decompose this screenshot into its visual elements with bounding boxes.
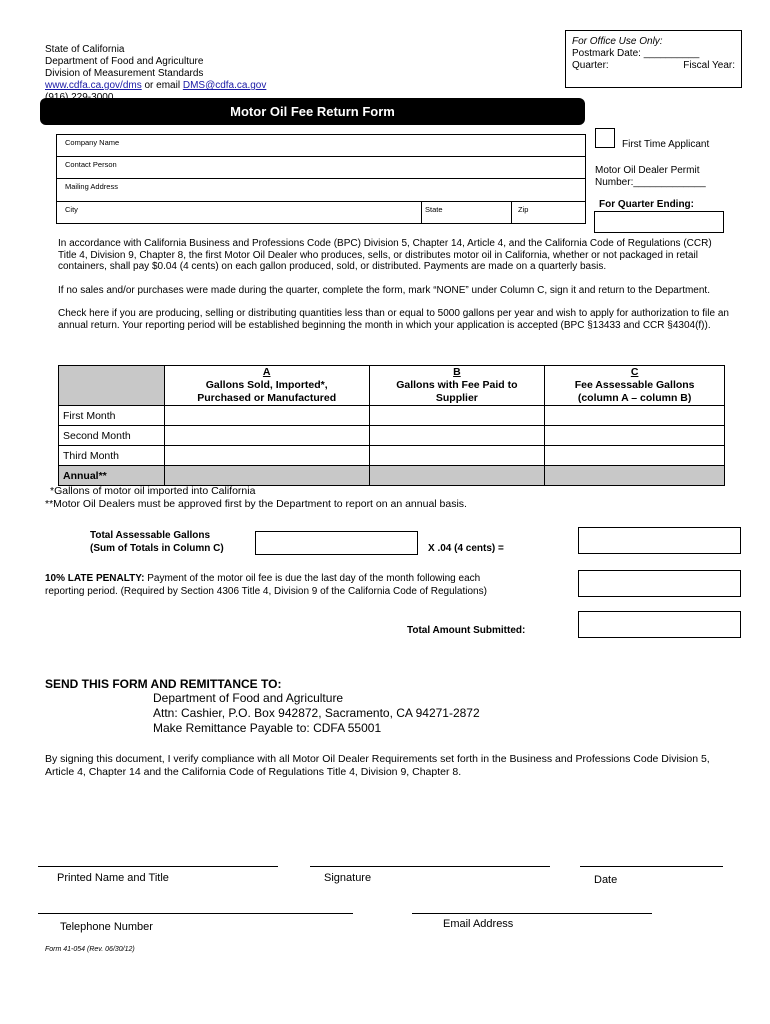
fiscal-year-label: Fiscal Year:	[683, 60, 735, 71]
annual-return-paragraph: Check here if you are producing, selling or distributing quantities less than or equal to 5000 gallons per year and wish to apply for authorization to file an annual return. Your reporting period will be established beginning the month in which your application is accepted (BPC §13433 and CCR §4304(f)).	[58, 308, 729, 331]
email-link[interactable]: DMS@cdfa.ca.gov	[182, 80, 267, 91]
total-submitted-field[interactable]	[578, 611, 741, 638]
footnote-imported: *Gallons of motor oil imported into California	[50, 485, 256, 497]
column-c-letter: C	[630, 366, 639, 378]
column-a-title-1: Gallons Sold, Imported*,	[205, 379, 328, 391]
multiplier-label: X .04 (4 cents) =	[428, 543, 504, 554]
agency-header	[45, 44, 266, 104]
division-label: Division of Measurement Standards	[45, 68, 204, 79]
zip-field[interactable]	[512, 202, 586, 224]
form-number: Form 41-054 (Rev. 06/30/12)	[45, 946, 135, 953]
row-label-annual: Annual**	[59, 466, 165, 486]
late-penalty-text-2: reporting period. (Required by Section 4306 Title 4, Division 9 of the California Code of Regulations)	[45, 586, 487, 597]
no-sales-paragraph: If no sales and/or purchases were made during the quarter, complete the form, mark “NONE” under Column C, sign it and return to the Department.	[58, 285, 710, 296]
signature-line[interactable]	[310, 866, 550, 867]
total-assessable-field[interactable]	[255, 531, 418, 555]
mailing-address-field[interactable]	[57, 179, 585, 202]
quarter-ending-field[interactable]	[594, 211, 724, 233]
telephone-label: Telephone Number	[60, 921, 153, 933]
permit-number-label-2: Number:_____________	[595, 177, 706, 188]
state-label: State	[425, 205, 443, 214]
fee-paragraph: In accordance with California Business and Professions Code (BPC) Division 5, Chapter 14, Article 4, and the California Code of Regulations (CCR) Title 4, Division 9, Chapter 8, the first Motor Oil Dealer who produces, sells, or distributes motor oil in California, whether or not packaged in retail containers, shall pay $0.04 (4 cents) on each gallon produced, sold, or distributed. Payments are made on a quarterly basis.	[58, 238, 712, 272]
cell-input[interactable]	[545, 426, 725, 446]
website-link[interactable]: www.cdfa.ca.gov/dms	[45, 80, 142, 91]
column-b-header	[369, 366, 545, 406]
mailing-attn: Attn: Cashier, P.O. Box 942872, Sacramento, CA 94271-2872	[153, 706, 480, 720]
printed-name-line[interactable]	[38, 866, 278, 867]
office-use-box	[565, 30, 742, 88]
late-penalty-text	[45, 573, 565, 585]
quarter-label: Quarter:	[572, 60, 609, 71]
company-name-label: Company Name	[65, 138, 120, 147]
gallons-table	[58, 365, 725, 486]
state-label: State of California	[45, 44, 125, 55]
column-a-header	[164, 366, 369, 406]
cell-input[interactable]	[369, 406, 545, 426]
late-penalty-field[interactable]	[578, 570, 741, 597]
column-b-title-1: Gallons with Fee Paid to	[396, 379, 518, 391]
late-penalty-body: Payment of the motor oil fee is due the last day of the month following each	[144, 573, 481, 584]
mailing-department: Department of Food and Agriculture	[153, 691, 344, 705]
first-time-applicant-checkbox[interactable]	[595, 128, 615, 148]
column-c-header	[545, 366, 725, 406]
cell-input[interactable]	[369, 466, 545, 486]
table-corner	[59, 366, 165, 406]
column-b-title-2: Supplier	[435, 392, 478, 404]
signature-label: Signature	[324, 872, 372, 884]
certification-text: By signing this document, I verify compliance with all Motor Oil Dealer Requirements set forth in the Business and Professions Code Division 5, Article 4, Chapter 14 and the California Code of Regulations Title 4, Division 9, Chapter 8.	[45, 753, 710, 778]
cell-input[interactable]	[164, 426, 369, 446]
date-label: Date	[594, 874, 618, 886]
first-time-applicant-label: First Time Applicant	[622, 139, 710, 150]
column-a-letter: A	[262, 366, 271, 378]
row-label-first-month: First Month	[59, 406, 165, 426]
quarter-row	[572, 60, 735, 72]
company-name-field[interactable]	[57, 135, 585, 157]
column-c-title-2: (column A – column B)	[577, 392, 692, 404]
zip-label: Zip	[518, 205, 529, 214]
mailing-info	[153, 691, 480, 736]
cell-input[interactable]	[164, 446, 369, 466]
state-field[interactable]	[422, 202, 512, 224]
date-line[interactable]	[580, 866, 723, 867]
contact-person-label: Contact Person	[65, 160, 117, 169]
total-assessable-label-2: (Sum of Totals in Column C)	[90, 543, 224, 554]
fee-amount-field[interactable]	[578, 527, 741, 554]
late-penalty-label: 10% LATE PENALTY:	[45, 573, 145, 584]
table-row	[59, 406, 725, 426]
cell-input[interactable]	[369, 446, 545, 466]
cell-input[interactable]	[164, 406, 369, 426]
department-label: Department of Food and Agriculture	[45, 56, 204, 67]
table-row	[59, 446, 725, 466]
mailing-address-label: Mailing Address	[65, 182, 118, 191]
table-row	[59, 466, 725, 486]
cell-input[interactable]	[545, 406, 725, 426]
cell-input[interactable]	[369, 426, 545, 446]
send-heading: SEND THIS FORM AND REMITTANCE TO:	[45, 677, 282, 691]
remittance-payable: Make Remittance Payable to: CDFA 55001	[153, 721, 382, 735]
contact-person-field[interactable]	[57, 157, 585, 179]
quarter-ending-label: For Quarter Ending:	[599, 199, 694, 210]
cell-input[interactable]	[164, 466, 369, 486]
table-row	[59, 426, 725, 446]
total-submitted-label: Total Amount Submitted:	[407, 625, 526, 636]
cell-input[interactable]	[545, 446, 725, 466]
telephone-line[interactable]	[38, 913, 353, 914]
row-label-second-month: Second Month	[59, 426, 165, 446]
row-label-third-month: Third Month	[59, 446, 165, 466]
total-assessable-label-1: Total Assessable Gallons	[90, 530, 211, 541]
cell-input[interactable]	[545, 466, 725, 486]
office-use-title: For Office Use Only:	[572, 36, 663, 47]
printed-name-label: Printed Name and Title	[57, 872, 169, 884]
postmark-date-label: Postmark Date: __________	[572, 48, 700, 59]
or-email-text: or email	[141, 80, 183, 91]
column-c-title-1: Fee Assessable Gallons	[574, 379, 695, 391]
city-label: City	[65, 205, 78, 214]
column-b-letter: B	[453, 366, 461, 378]
form-title: Motor Oil Fee Return Form	[40, 98, 585, 125]
company-info-box	[56, 134, 586, 224]
city-field[interactable]	[57, 202, 422, 224]
column-a-title-2: Purchased or Manufactured	[197, 392, 337, 404]
email-label: Email Address	[443, 918, 514, 930]
email-line[interactable]	[412, 913, 652, 914]
footnote-annual: **Motor Oil Dealers must be approved first by the Department to report on an annual basis.	[45, 498, 467, 510]
permit-number-label-1: Motor Oil Dealer Permit	[595, 165, 700, 176]
